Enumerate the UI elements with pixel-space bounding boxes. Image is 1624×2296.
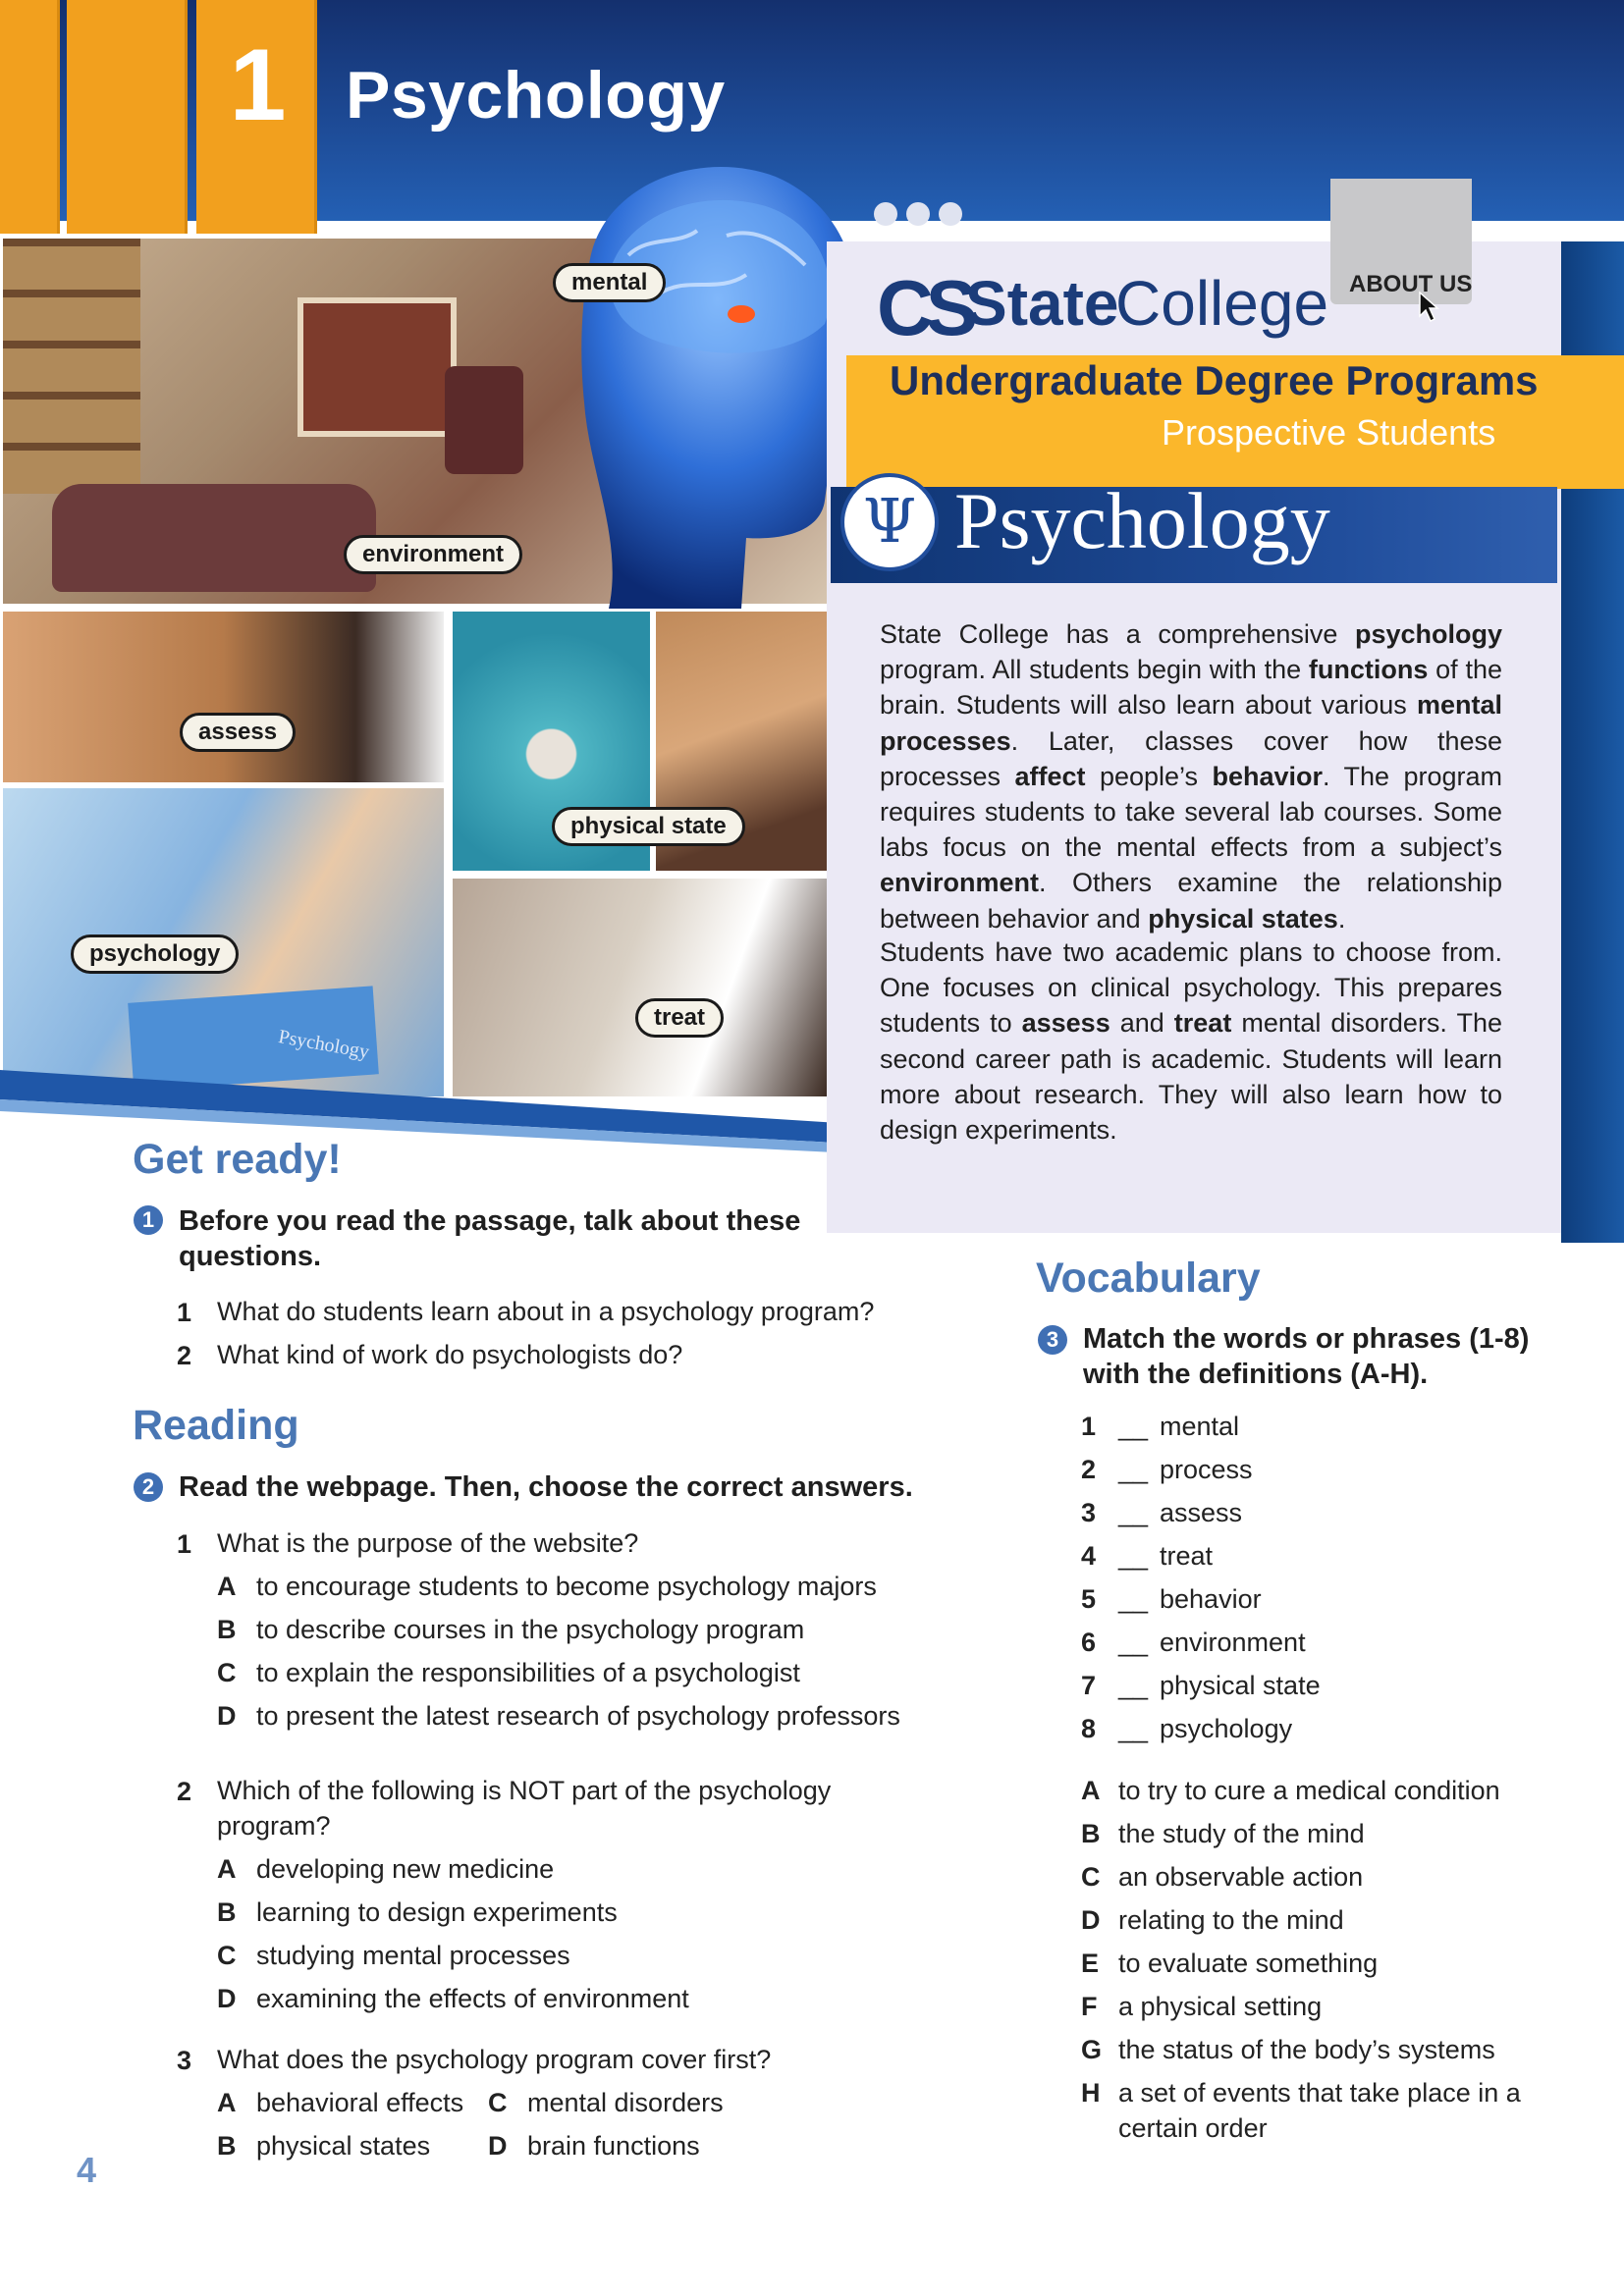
dot-icon (874, 202, 897, 226)
program-title: Psychology (954, 476, 1330, 565)
option-letter: A (217, 1572, 237, 1601)
option-text: examining the effects of environment (256, 1984, 689, 2013)
option-text: mental disorders (527, 2088, 724, 2117)
vocabulary-word-item[interactable] (1081, 1628, 1321, 1671)
definition-letter: C (1081, 1862, 1101, 1892)
question-number: 1 (177, 1529, 192, 1559)
label-environment: environment (344, 535, 522, 574)
answer-blank[interactable]: __ (1118, 1671, 1149, 1700)
answer-option[interactable] (217, 1897, 618, 1928)
question-number: 3 (177, 2046, 192, 2075)
text-run: . The program requires students to take several lab courses. Some labs focus on the mental effects from a subject’s (880, 761, 1502, 863)
reading-question: Which of the following is NOT part of the psychology program? (217, 1776, 832, 1841)
exercise-number-badge: 2 (134, 1472, 163, 1502)
exercise-number-badge: 3 (1038, 1325, 1067, 1355)
definition-letter: H (1081, 2078, 1101, 2108)
vocabulary-definition-item (1081, 1946, 1543, 1981)
word-number: 7 (1081, 1671, 1097, 1700)
page-number: 4 (77, 2150, 97, 2190)
vocabulary-definition-list (1081, 1773, 1543, 2154)
webpage-paragraph-2 (880, 934, 1502, 1148)
doctor-patient-photo (450, 876, 830, 1099)
definition-letter: E (1081, 1949, 1100, 1978)
vocabulary-word: psychology (1160, 1714, 1293, 1743)
bold-term: treat (1173, 1008, 1232, 1039)
definition-text: an observable action (1118, 1862, 1364, 1892)
text-run: . (1337, 903, 1346, 934)
vocabulary-word-item[interactable] (1081, 1584, 1321, 1628)
vocabulary-definition-item (1081, 1859, 1543, 1895)
reading-question: What does the psychology program cover first? (217, 2045, 772, 2074)
bold-term: psychology (1354, 619, 1502, 649)
text-run: . Others examine the relationship between behavior and (880, 868, 1502, 934)
unit-number: 1 (229, 28, 287, 142)
bookshelf (3, 239, 140, 494)
answer-blank[interactable]: __ (1118, 1498, 1149, 1527)
logo-college: College (1115, 268, 1329, 339)
text-run: and (1110, 1008, 1174, 1039)
text-run: people’s (1085, 761, 1213, 791)
answer-blank[interactable]: __ (1118, 1455, 1149, 1484)
browser-dots (874, 202, 971, 231)
option-text: learning to design experiments (256, 1897, 618, 1927)
reading-heading: Reading (133, 1402, 299, 1449)
text-run: mental disorders. The second career path is academic. Students will learn more about research. They will also learn how to design experiments. (880, 1008, 1502, 1146)
option-letter: B (217, 2131, 237, 2161)
question-number: 2 (177, 1341, 192, 1370)
option-letter: D (488, 2131, 508, 2161)
vocabulary-definition-item (1081, 1816, 1543, 1851)
answer-option[interactable] (217, 1615, 804, 1645)
vocabulary-word-item[interactable] (1081, 1498, 1321, 1541)
option-letter: B (217, 1897, 237, 1927)
option-letter: A (217, 2088, 237, 2117)
unit-title: Psychology (346, 58, 726, 133)
option-letter: C (217, 1658, 237, 1687)
label-treat: treat (635, 998, 724, 1038)
word-number: 6 (1081, 1628, 1097, 1657)
vocabulary-definition-item (1081, 1989, 1543, 2024)
definition-letter: F (1081, 1992, 1098, 2021)
about-us-link[interactable]: ABOUT US (1349, 271, 1473, 297)
word-number: 5 (1081, 1584, 1097, 1614)
fireplace (298, 297, 457, 437)
definition-text: the status of the body’s systems (1118, 2035, 1495, 2064)
option-text: to describe courses in the psychology program (256, 1615, 805, 1644)
definition-text: a set of events that take place in a certain order (1118, 2078, 1521, 2143)
definition-letter: A (1081, 1776, 1101, 1805)
psi-icon: Ψ (840, 473, 939, 571)
option-text: physical states (256, 2131, 431, 2161)
orange-tab (0, 0, 60, 234)
word-number: 8 (1081, 1714, 1097, 1743)
armchair (445, 366, 523, 474)
word-number: 3 (1081, 1498, 1097, 1527)
vocabulary-word: mental (1160, 1412, 1240, 1441)
vocabulary-word: treat (1160, 1541, 1214, 1571)
label-mental: mental (553, 263, 666, 302)
bold-term: functions (1308, 655, 1429, 685)
answer-option[interactable] (217, 1658, 800, 1688)
definition-letter: B (1081, 1819, 1101, 1848)
bold-term: behavior (1212, 761, 1324, 791)
bold-term: assess (1021, 1008, 1110, 1039)
question-number: 1 (177, 1298, 192, 1327)
orange-tab (67, 0, 188, 234)
answer-option[interactable] (217, 1701, 900, 1732)
option-text: to present the latest research of psychology professors (256, 1701, 900, 1731)
get-ready-question: What kind of work do psychologists do? (217, 1340, 683, 1369)
answer-option[interactable] (488, 2088, 724, 2118)
answer-option[interactable] (217, 2131, 430, 2162)
label-assess: assess (180, 713, 296, 752)
option-text: behavioral effects (256, 2088, 464, 2117)
vocabulary-instruction: Match the words or phrases (1-8) with the definitions (A-H). (1083, 1323, 1530, 1390)
get-ready-heading: Get ready! (133, 1136, 342, 1183)
definition-text: to try to cure a medical condition (1118, 1776, 1500, 1805)
vocabulary-definition-item (1081, 2075, 1543, 2146)
label-psychology: psychology (71, 934, 239, 974)
word-number: 2 (1081, 1455, 1097, 1484)
option-text: brain functions (527, 2131, 700, 2161)
answer-blank[interactable]: __ (1118, 1412, 1149, 1441)
answer-option[interactable] (217, 1941, 570, 1971)
state-college-logo[interactable] (877, 263, 970, 353)
answer-option[interactable] (217, 1572, 877, 1602)
answer-option[interactable] (217, 1854, 554, 1885)
cursor-icon (1418, 291, 1439, 324)
webpage-paragraph-1 (880, 616, 1502, 936)
word-number: 1 (1081, 1412, 1097, 1441)
assess-photo (0, 609, 447, 785)
book-title: Psychology (276, 1026, 371, 1063)
definition-letter: D (1081, 1905, 1101, 1935)
option-letter: C (217, 1941, 237, 1970)
bold-term: mental processes (880, 690, 1502, 756)
text-run: of the brain. Students will also learn about various (880, 655, 1502, 721)
option-text: studying mental processes (256, 1941, 570, 1970)
dot-icon (906, 202, 930, 226)
question-number: 2 (177, 1777, 192, 1806)
definition-text: a physical setting (1118, 1992, 1323, 2021)
vocabulary-word: assess (1160, 1498, 1243, 1527)
vocabulary-word: physical state (1160, 1671, 1321, 1700)
answer-option[interactable] (217, 2088, 463, 2118)
answer-blank[interactable]: __ (1118, 1628, 1149, 1657)
word-number: 4 (1081, 1541, 1097, 1571)
vocabulary-word: environment (1160, 1628, 1306, 1657)
bold-term: physical states (1148, 903, 1338, 934)
vocabulary-word-item[interactable] (1081, 1412, 1321, 1455)
degree-title: Undergraduate Degree Programs (890, 357, 1539, 403)
get-ready-question: What do students learn about in a psychology program? (217, 1297, 875, 1326)
answer-blank[interactable]: __ (1118, 1541, 1149, 1571)
vocabulary-word-item[interactable] (1081, 1541, 1321, 1584)
option-letter: D (217, 1701, 237, 1731)
option-letter: C (488, 2088, 508, 2117)
reading-instruction: Read the webpage. Then, choose the correct answers. (179, 1471, 913, 1503)
option-letter: D (217, 1984, 237, 2013)
vocabulary-word-list (1081, 1412, 1321, 1757)
answer-blank[interactable]: __ (1118, 1584, 1149, 1614)
label-physical-state: physical state (552, 807, 745, 846)
definition-text: relating to the mind (1118, 1905, 1344, 1935)
definition-letter: G (1081, 2035, 1103, 2064)
text-run: program. All students begin with the (880, 655, 1309, 685)
logo-state: State (965, 268, 1119, 339)
bold-term: affect (1014, 761, 1086, 791)
definition-text: to evaluate something (1118, 1949, 1379, 1978)
logo-mark: CS (877, 264, 971, 351)
sofa (52, 484, 376, 592)
vocabulary-word-item[interactable] (1081, 1455, 1321, 1498)
vocabulary-definition-item (1081, 1902, 1543, 1938)
decorative-wave (0, 1070, 854, 1158)
answer-blank[interactable]: __ (1118, 1714, 1149, 1743)
option-letter: A (217, 1854, 237, 1884)
answer-option[interactable] (217, 1984, 689, 2014)
audience-label: Prospective Students (1162, 412, 1496, 453)
answer-option[interactable] (488, 2131, 700, 2162)
vocabulary-word: behavior (1160, 1584, 1262, 1614)
option-text: developing new medicine (256, 1854, 555, 1884)
exercise-number-badge: 1 (134, 1205, 163, 1235)
vocabulary-definition-item (1081, 2032, 1543, 2067)
text-run: . Later, classes cover how these processes (880, 725, 1502, 791)
dot-icon (939, 202, 962, 226)
text-run: Students have two academic plans to choose from. One focuses on clinical psychology. This prepares students to (880, 937, 1502, 1039)
definition-text: the study of the mind (1118, 1819, 1365, 1848)
bold-term: environment (880, 868, 1040, 898)
option-letter: B (217, 1615, 237, 1644)
vocabulary-word: process (1160, 1455, 1253, 1484)
vocabulary-word-item[interactable] (1081, 1671, 1321, 1714)
text-run: State College has a comprehensive (880, 619, 1355, 649)
get-ready-instruction: Before you read the passage, talk about these questions. (179, 1205, 801, 1272)
vocabulary-word-item[interactable] (1081, 1714, 1321, 1757)
option-text: to encourage students to become psychology majors (256, 1572, 877, 1601)
option-text: to explain the responsibilities of a psychologist (256, 1658, 800, 1687)
reading-question: What is the purpose of the website? (217, 1528, 639, 1558)
vocabulary-definition-item (1081, 1773, 1543, 1808)
vocabulary-heading: Vocabulary (1036, 1255, 1261, 1302)
